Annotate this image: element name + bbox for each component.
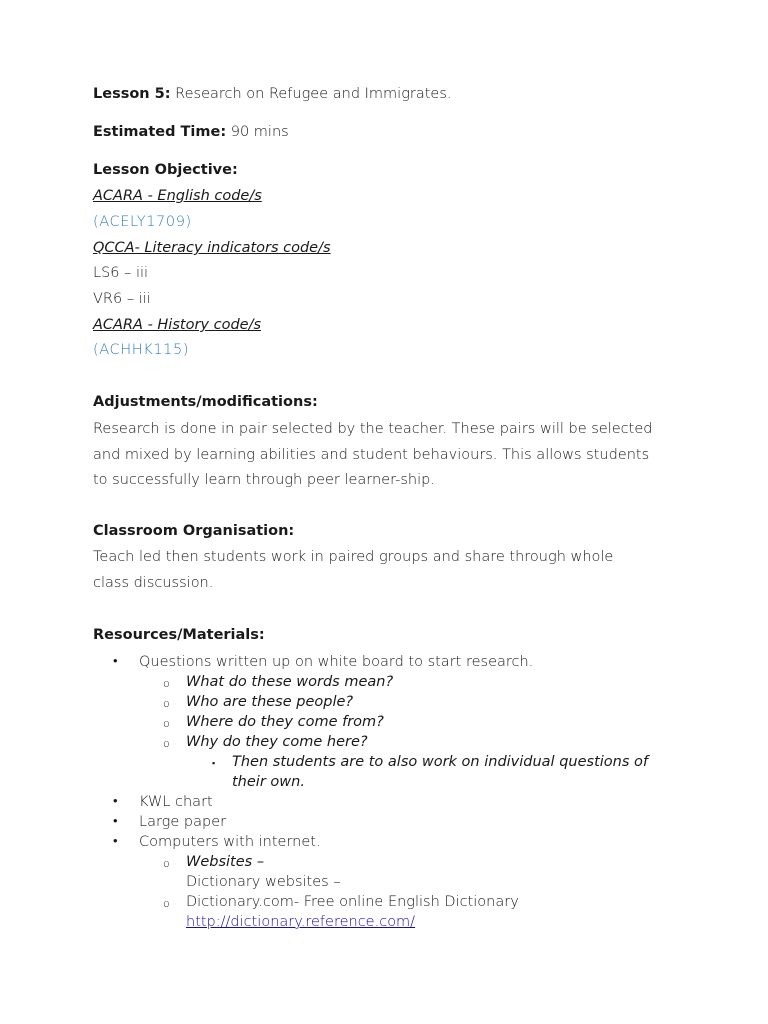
dictionary-site-name: Dictionary.com- Free online English Dictionary [186, 894, 519, 910]
circle-bullet-icon: o [163, 737, 170, 750]
list-item-text: Questions written up on white board to start research. [139, 654, 534, 670]
dictionary-link[interactable]: http://dictionary.reference.com/ [186, 914, 416, 930]
time-label: Estimated Time: [93, 124, 227, 140]
vr-indicator: VR6 – iii [93, 291, 151, 307]
list-item [93, 672, 713, 692]
circle-bullet-icon: o [163, 857, 170, 870]
bullet-icon: • [113, 794, 118, 809]
list-item-text: Large paper [139, 814, 227, 830]
list-item-text: Computers with internet. [139, 834, 321, 850]
acara-english-label: ACARA - English code/s [93, 188, 262, 204]
list-item [93, 872, 713, 892]
organisation-text [93, 545, 678, 596]
adjustments-line: Research is done in pair selected by the teacher. These pairs will be selected [93, 421, 653, 437]
ls-indicator: LS6 – iii [93, 265, 149, 281]
objective-heading: Lesson Objective: [93, 162, 238, 178]
acara-history-label: ACARA - History code/s [93, 317, 262, 333]
list-item [93, 832, 713, 852]
list-item [93, 712, 713, 732]
list-item-text: KWL chart [139, 794, 213, 810]
organisation-line: class discussion. [93, 574, 214, 591]
lesson-label: Lesson 5: [93, 86, 171, 102]
resources-heading: Resources/Materials: [93, 627, 265, 643]
question-text: Who are these people? [186, 694, 354, 710]
list-item [93, 752, 713, 792]
adjustments-text [93, 417, 678, 494]
estimated-time [93, 124, 289, 140]
circle-bullet-icon: o [163, 697, 170, 710]
question-text: Why do they come here? [186, 734, 368, 750]
sub-item-text: their own. [232, 774, 305, 790]
bullet-icon: • [113, 834, 118, 849]
circle-bullet-icon: o [163, 717, 170, 730]
time-value: 90 mins [226, 124, 289, 140]
list-item [93, 732, 713, 752]
organisation-heading: Classroom Organisation: [93, 523, 295, 539]
list-item [93, 812, 713, 832]
circle-bullet-icon: o [163, 677, 170, 690]
list-item [93, 912, 713, 932]
list-item [93, 792, 713, 812]
bullet-icon: • [113, 654, 118, 669]
lesson-value: Research on Refugee and Immigrates. [170, 86, 452, 102]
circle-bullet-icon: o [163, 897, 170, 910]
question-text: Where do they come from? [186, 714, 384, 730]
adjustments-line: and mixed by learning abilities and student behaviours. This allows students [93, 446, 650, 463]
websites-label: Websites – [186, 854, 265, 870]
bullet-icon: • [113, 814, 118, 829]
square-bullet-icon: ▪ [212, 759, 216, 769]
adjustments-heading: Adjustments/modifications: [93, 394, 318, 410]
list-item [93, 692, 713, 712]
qcca-label: QCCA- Literacy indicators code/s [93, 240, 331, 256]
question-text: What do these words mean? [186, 674, 394, 690]
resources-list [93, 652, 713, 932]
list-item [93, 852, 713, 872]
lesson-title [93, 86, 452, 102]
organisation-line: Teach led then students work in paired groups and share through whole [93, 549, 614, 565]
list-item [93, 892, 713, 912]
history-code: (ACHHK115) [93, 342, 190, 358]
english-code: (ACELY1709) [93, 214, 192, 230]
dictionary-websites-label: Dictionary websites – [186, 874, 341, 890]
list-item [93, 652, 713, 672]
adjustments-line: to successfully learn through peer learner-ship. [93, 472, 435, 488]
sub-item-text: Then students are to also work on individual questions of [232, 754, 648, 770]
